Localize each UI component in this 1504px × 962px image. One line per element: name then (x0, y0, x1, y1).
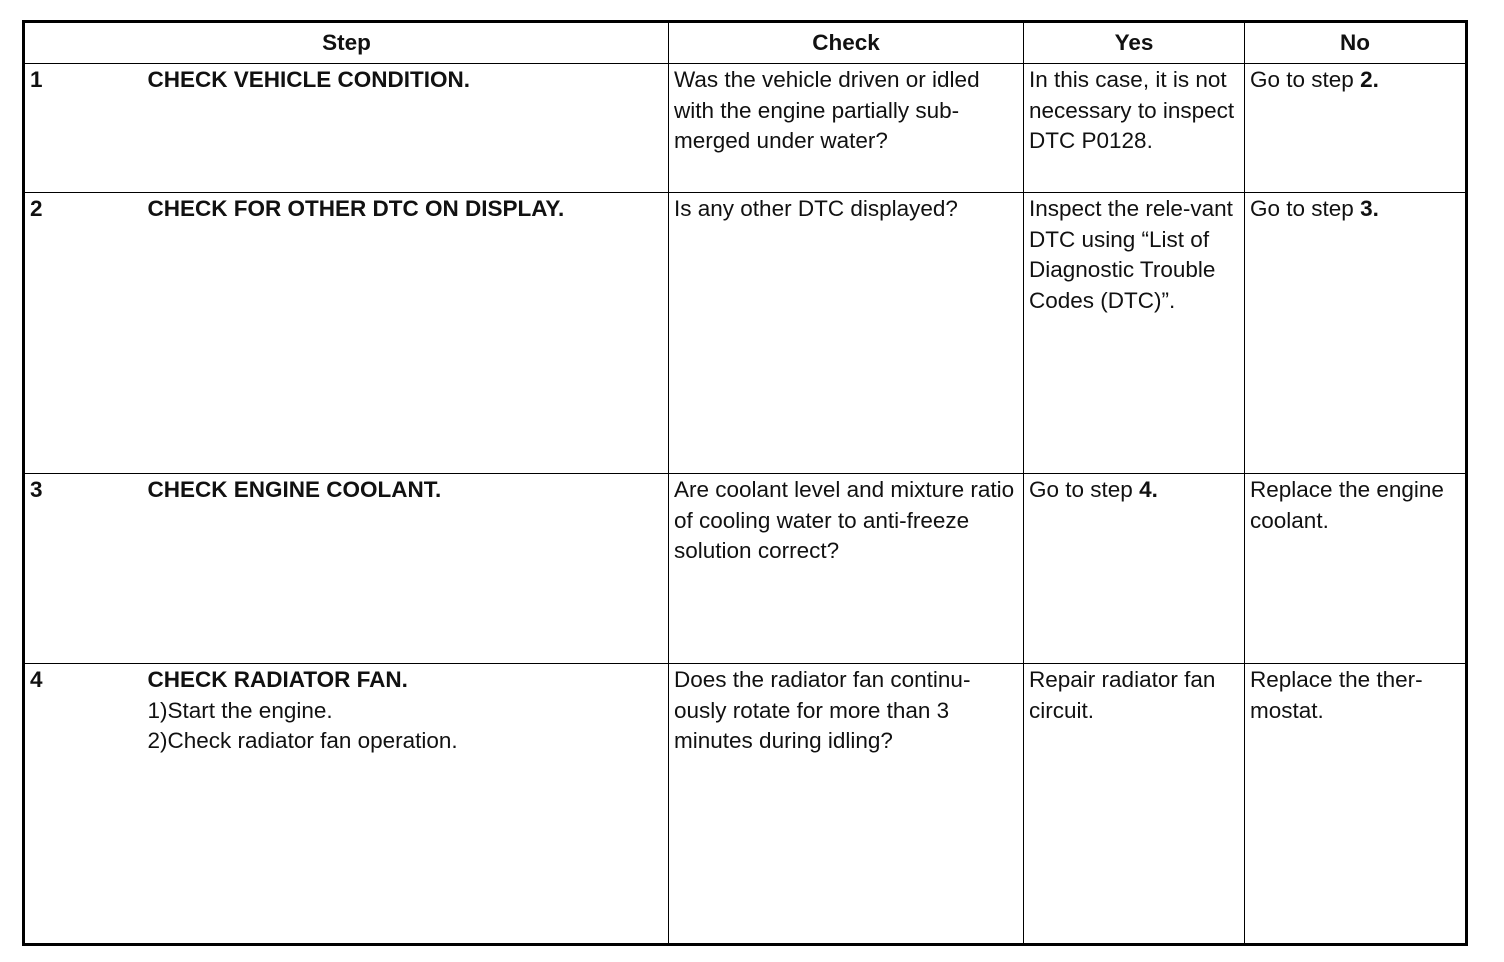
header-no: No (1245, 22, 1467, 64)
header-step: Step (24, 22, 669, 64)
table-row (24, 193, 1467, 474)
step-number: 1 (24, 64, 145, 193)
step-title: CHECK FOR OTHER DTC ON DISPLAY. (147, 196, 565, 221)
step-cell (145, 64, 669, 193)
header-yes: Yes (1024, 22, 1245, 64)
step-cell (145, 664, 669, 945)
check-cell: Are coolant level and mixture ratio of cooling water to anti-freeze solution correct? (669, 474, 1024, 664)
yes-cell: Inspect the rele-vant DTC using “List of Diagnostic Trouble Codes (DTC)”. (1024, 193, 1245, 474)
step-reference: 4. (1139, 477, 1158, 502)
yes-text: Go to step (1029, 477, 1140, 502)
check-cell: Does the radiator fan continu-ously rotate for more than 3 minutes during idling? (669, 664, 1024, 945)
check-cell: Is any other DTC displayed? (669, 193, 1024, 474)
substep: 2)Check radiator fan operation. (147, 728, 458, 753)
no-cell: Replace the engine coolant. (1245, 474, 1467, 664)
header-check: Check (669, 22, 1024, 64)
check-cell: Was the vehicle driven or idled with the engine partially sub-merged under water? (669, 64, 1024, 193)
step-number: 4 (24, 664, 145, 945)
table-row (24, 664, 1467, 945)
step-reference: 2. (1360, 67, 1379, 92)
step-number: 3 (24, 474, 145, 664)
step-cell (145, 474, 669, 664)
no-text: Go to step (1250, 196, 1361, 221)
no-cell (1245, 193, 1467, 474)
substep: 1)Start the engine. (147, 697, 333, 723)
yes-cell: In this case, it is not necessary to inspect DTC P0128. (1024, 64, 1245, 193)
diagnostic-table (22, 20, 1468, 946)
no-cell: Replace the ther-mostat. (1245, 664, 1467, 945)
no-text: Go to step (1250, 67, 1361, 92)
header-row (24, 22, 1467, 64)
step-title: CHECK ENGINE COOLANT. (147, 477, 442, 502)
step-number: 2 (24, 193, 145, 474)
yes-cell: Repair radiator fan circuit. (1024, 664, 1245, 945)
no-cell (1245, 64, 1467, 193)
step-title: CHECK RADIATOR FAN. (147, 667, 408, 692)
table-row (24, 474, 1467, 664)
step-title: CHECK VEHICLE CONDITION. (147, 67, 471, 92)
step-cell (145, 193, 669, 474)
yes-cell (1024, 474, 1245, 664)
table-row (24, 64, 1467, 193)
step-reference: 3. (1360, 196, 1379, 221)
